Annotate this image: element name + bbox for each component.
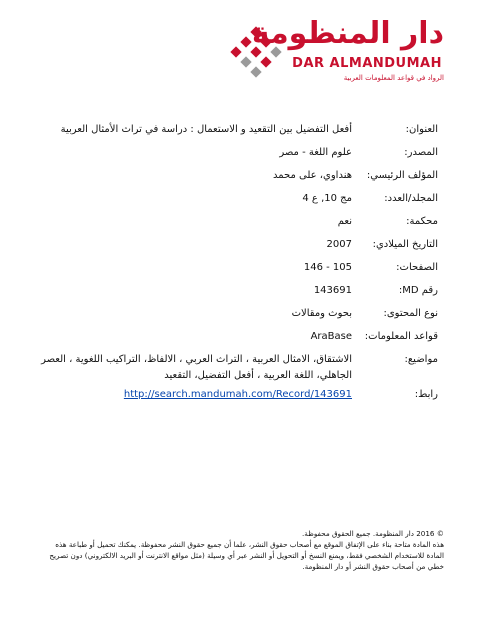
title-row xyxy=(38,122,438,142)
volume-row xyxy=(38,191,438,211)
author-label: المؤلف الرئيسي: xyxy=(366,170,438,181)
volume-value: مج 10, ع 4 xyxy=(302,193,352,204)
date-label: التاريخ الميلادي: xyxy=(372,239,438,250)
md-number-label: رقم MD: xyxy=(398,285,438,296)
volume-label: المجلد/العدد: xyxy=(384,193,438,204)
date-row xyxy=(38,237,438,257)
content-type-label: نوع المحتوى: xyxy=(383,308,438,319)
author-value: هنداوي، على محمد xyxy=(272,170,352,181)
content-type-row xyxy=(38,306,438,326)
source-label: المصدر: xyxy=(404,147,438,158)
logo-tagline: الرواد في قواعد المعلومات العربية xyxy=(343,74,444,82)
database-row xyxy=(38,329,438,349)
title-label: العنوان: xyxy=(405,124,438,135)
author-row xyxy=(38,168,438,188)
database-value: AraBase xyxy=(310,331,352,342)
link-value-cell xyxy=(38,387,352,403)
peer-reviewed-label: محكمة: xyxy=(406,216,438,227)
peer-reviewed-row xyxy=(38,214,438,234)
source-row xyxy=(38,145,438,165)
usage-notice: هذه المادة متاحة بناء على الإتفاق الموقع مع أصحاب حقوق النشر، علما أن جميع حقوق النشر محفوظة. يمكنك تحميل أو طباعة هذه المادة للاستخدام الشخصي فقط، ويمنع النسخ أو التحويل أو النشر عبر أي وسيلة (مثل مواقع الانترنت أو البريد الالكتروني) دون تصريح خطي من أصحاب حقوق النشر أو دار المنظومة. xyxy=(49,540,444,571)
record-link[interactable]: http://search.mandumah.com/Record/143691 xyxy=(123,389,352,400)
date-value: 2007 xyxy=(326,239,352,250)
subjects-label: مواضيع: xyxy=(404,354,438,365)
source-value: علوم اللغة - مصر xyxy=(279,147,352,158)
md-number-value: 143691 xyxy=(313,285,352,296)
subjects-value: الاشتقاق، الامثال العربية ، التراث العربي ، الالفاظ، التراكيب اللغوية ، العصر الجاهلي، اللغة العربية ، أفعل التفضيل، التقعيد xyxy=(41,354,352,381)
logo-english-name: DAR ALMANDUMAH xyxy=(292,56,442,71)
pages-row xyxy=(38,260,438,280)
link-row xyxy=(38,387,438,407)
record-details xyxy=(38,122,438,410)
pages-value: 105 - 146 xyxy=(303,262,352,273)
database-label: قواعد المعلومات: xyxy=(364,331,438,342)
subjects-row xyxy=(38,352,438,384)
content-type-value: بحوث ومقالات xyxy=(291,308,352,319)
title-value: أفعل التفضيل بين التقعيد و الاستعمال : دراسة في تراث الأمثال العربية xyxy=(60,124,352,135)
logo-arabic-name: دار المنظومة xyxy=(251,16,444,51)
peer-reviewed-value: نعم xyxy=(337,216,352,227)
link-label: رابط: xyxy=(414,389,438,400)
publisher-logo xyxy=(224,16,444,96)
copyright-footer xyxy=(36,528,444,572)
pages-label: الصفحات: xyxy=(396,262,438,273)
copyright-text: © 2016 دار المنظومة. جميع الحقوق محفوظة. xyxy=(301,529,444,538)
md-number-row xyxy=(38,283,438,303)
